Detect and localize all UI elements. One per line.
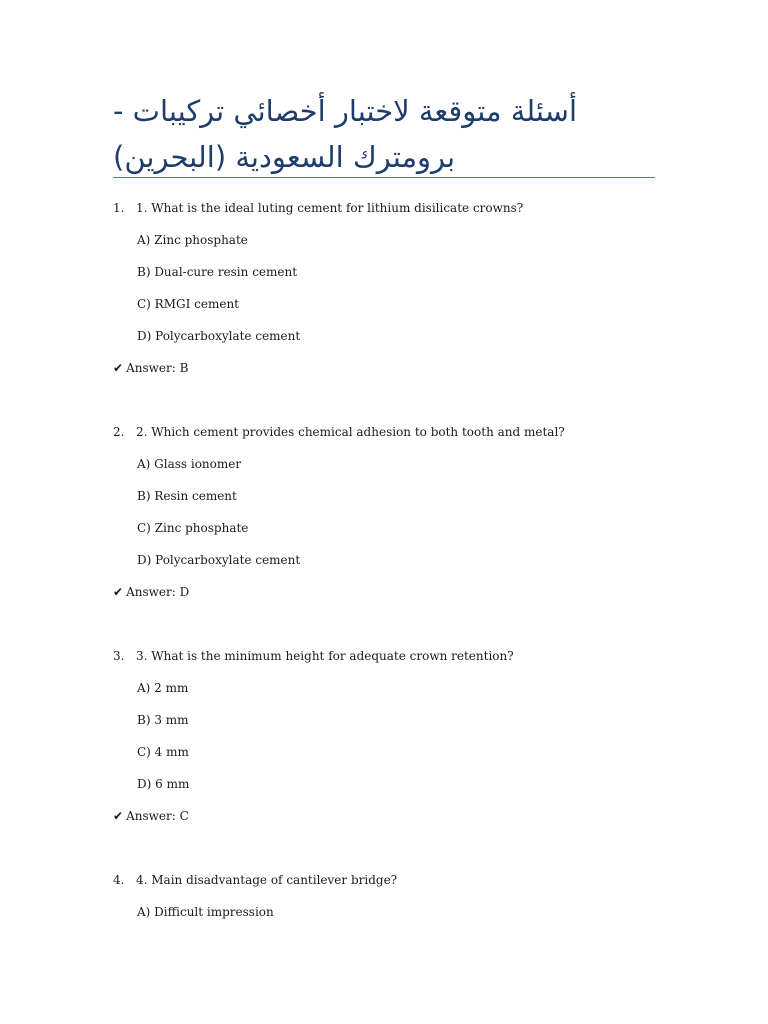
option-b: B) Resin cement — [137, 489, 237, 503]
answer-line — [113, 352, 713, 384]
option-b: B) Dual-cure resin cement — [137, 265, 298, 279]
option-a: A) Difficult impression — [137, 905, 274, 919]
question-line — [113, 416, 713, 448]
question-text: 4. Main disadvantage of cantilever bridge? — [136, 873, 398, 887]
check-mark-icon: ✔ — [113, 585, 124, 599]
question-number: 2. — [113, 425, 125, 439]
question-item — [113, 864, 713, 928]
question-number: 3. — [113, 649, 125, 663]
question-line — [113, 864, 713, 896]
question-list — [113, 192, 713, 960]
answer-line — [113, 800, 713, 832]
option-c: C) Zinc phosphate — [137, 521, 249, 535]
option-d: D) Polycarboxylate cement — [137, 329, 301, 343]
answer-text: Answer: C — [126, 809, 189, 823]
question-item — [113, 416, 713, 608]
option-a: A) Glass ionomer — [137, 457, 242, 471]
question-line — [113, 640, 713, 672]
page-title: أسئلة متوقعة لاختبار أخصائي تركيبات - برومترك السعودية (البحرين) — [113, 94, 578, 174]
check-mark-icon: ✔ — [113, 809, 124, 823]
option-d: D) Polycarboxylate cement — [137, 553, 301, 567]
question-number: 4. — [113, 873, 125, 887]
question-text: 1. What is the ideal luting cement for lithium disilicate crowns? — [136, 201, 524, 215]
question-text: 3. What is the minimum height for adequate crown retention? — [136, 649, 514, 663]
option-a: A) 2 mm — [137, 681, 189, 695]
question-text: 2. Which cement provides chemical adhesion to both tooth and metal? — [136, 425, 565, 439]
option-b: B) 3 mm — [137, 713, 189, 727]
check-mark-icon: ✔ — [113, 361, 124, 375]
option-c: C) RMGI cement — [137, 297, 239, 311]
question-number: 1. — [113, 201, 125, 215]
question-item — [113, 192, 713, 384]
option-d: D) 6 mm — [137, 777, 190, 791]
answer-text: Answer: D — [126, 585, 190, 599]
option-c: C) 4 mm — [137, 745, 189, 759]
title-underline — [113, 177, 655, 178]
question-line — [113, 192, 713, 224]
question-item — [113, 640, 713, 832]
answer-line — [113, 576, 713, 608]
answer-text: Answer: B — [126, 361, 189, 375]
option-a: A) Zinc phosphate — [137, 233, 248, 247]
